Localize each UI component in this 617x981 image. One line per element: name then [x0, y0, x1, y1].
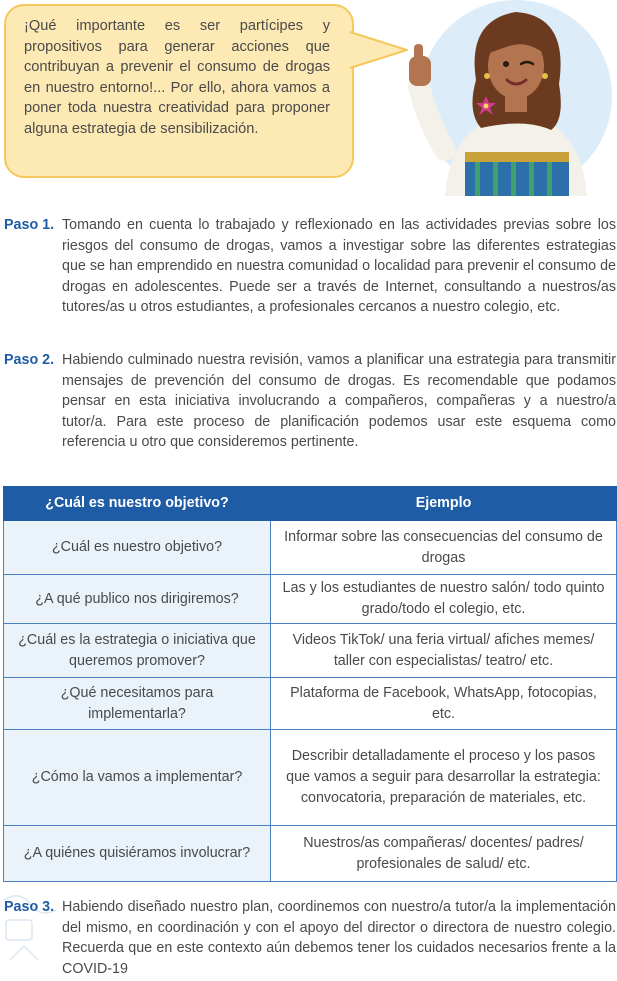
- table-cell-question: ¿Cómo la vamos a implementar?: [4, 730, 271, 826]
- table-row: [4, 730, 617, 826]
- table-cell-example: Plataforma de Facebook, WhatsApp, fotocopias, etc.: [271, 678, 617, 730]
- girl-thumbs-up-illustration: [405, 0, 617, 196]
- step-2-text: Habiendo culminado nuestra revisión, vamos a planificar una estrategia para transmitir mensajes de prevención del consumo de drogas. Es recomendable que podamos pensar en esta iniciativa involucrando a compañeros, compañeras y a nuestro/a tutor/a. Para este proceso de planificación podemos usar este esquema como referencia u otro que consideremos pertinente.: [62, 352, 616, 450]
- table-cell-question: ¿A quiénes quisiéramos involucrar?: [4, 826, 271, 882]
- step-2-label: Paso 2.: [4, 352, 55, 368]
- step-2: [4, 350, 616, 453]
- table-row: [4, 521, 617, 575]
- table-cell-example: Las y los estudiantes de nuestro salón/ todo quinto grado/todo el colegio, etc.: [271, 575, 617, 624]
- bubble-text: ¡Qué importante es ser partícipes y propositivos para generar acciones que contribuyan a prevenir el consumo de drogas en nuestro entorno!... Por ello, ahora vamos a poner toda nuestra creatividad para proponer alguna estrategia de sensibilización.: [24, 18, 330, 137]
- table-cell-question: ¿A qué publico nos dirigiremos?: [4, 575, 271, 624]
- speech-bubble-tail: [349, 28, 409, 78]
- table-row: [4, 826, 617, 882]
- table-row: [4, 678, 617, 730]
- table-header-row: [4, 487, 617, 521]
- step-1: [4, 215, 616, 318]
- table-cell-question: ¿Cuál es la estrategia o iniciativa que queremos promover?: [4, 624, 271, 678]
- table-cell-example: Informar sobre las consecuencias del consumo de drogas: [271, 521, 617, 575]
- step-3-text: Habiendo diseñado nuestro plan, coordinemos con nuestro/a tutor/a la implementación del mismo, en coordinación y con el apoyo del director o directora de nuestro colegio. Recuerda que en este contexto aún debemos tener los cuidados necesarios frente a la COVID-19: [62, 899, 616, 977]
- step-1-text: Tomando en cuenta lo trabajado y reflexionado en las actividades previas sobre los riesgos del consumo de drogas, vamos a investigar sobre las diferentes estrategias que se han emprendido en nuestra comunidad o localidad para prevenir el consumo de drogas en adolescentes. Puede ser a través de Internet, consultando a nuestros/as tutores/as u otros estudiantes, a profesionales cercanos a nuestro colegio, etc.: [62, 217, 616, 315]
- table-row: [4, 575, 617, 624]
- table-header-example: Ejemplo: [271, 487, 617, 521]
- table-header-objective: ¿Cuál es nuestro objetivo?: [4, 487, 271, 521]
- step-3-label: Paso 3.: [4, 899, 55, 915]
- table-cell-example: Describir detalladamente el proceso y los pasos que vamos a seguir para desarrollar la estrategia: convocatoria, preparación de materiales, etc.: [271, 730, 617, 826]
- planning-table: [3, 486, 617, 882]
- step-3: [4, 897, 616, 979]
- table-row: [4, 624, 617, 678]
- table-cell-question: ¿Qué necesitamos para implementarla?: [4, 678, 271, 730]
- table-cell-example: Nuestros/as compañeras/ docentes/ padres/ profesionales de salud/ etc.: [271, 826, 617, 882]
- step-1-label: Paso 1.: [4, 217, 55, 233]
- table-cell-example: Videos TikTok/ una feria virtual/ afiches memes/ taller con especialistas/ teatro/ etc.: [271, 624, 617, 678]
- table-cell-question: ¿Cuál es nuestro objetivo?: [4, 521, 271, 575]
